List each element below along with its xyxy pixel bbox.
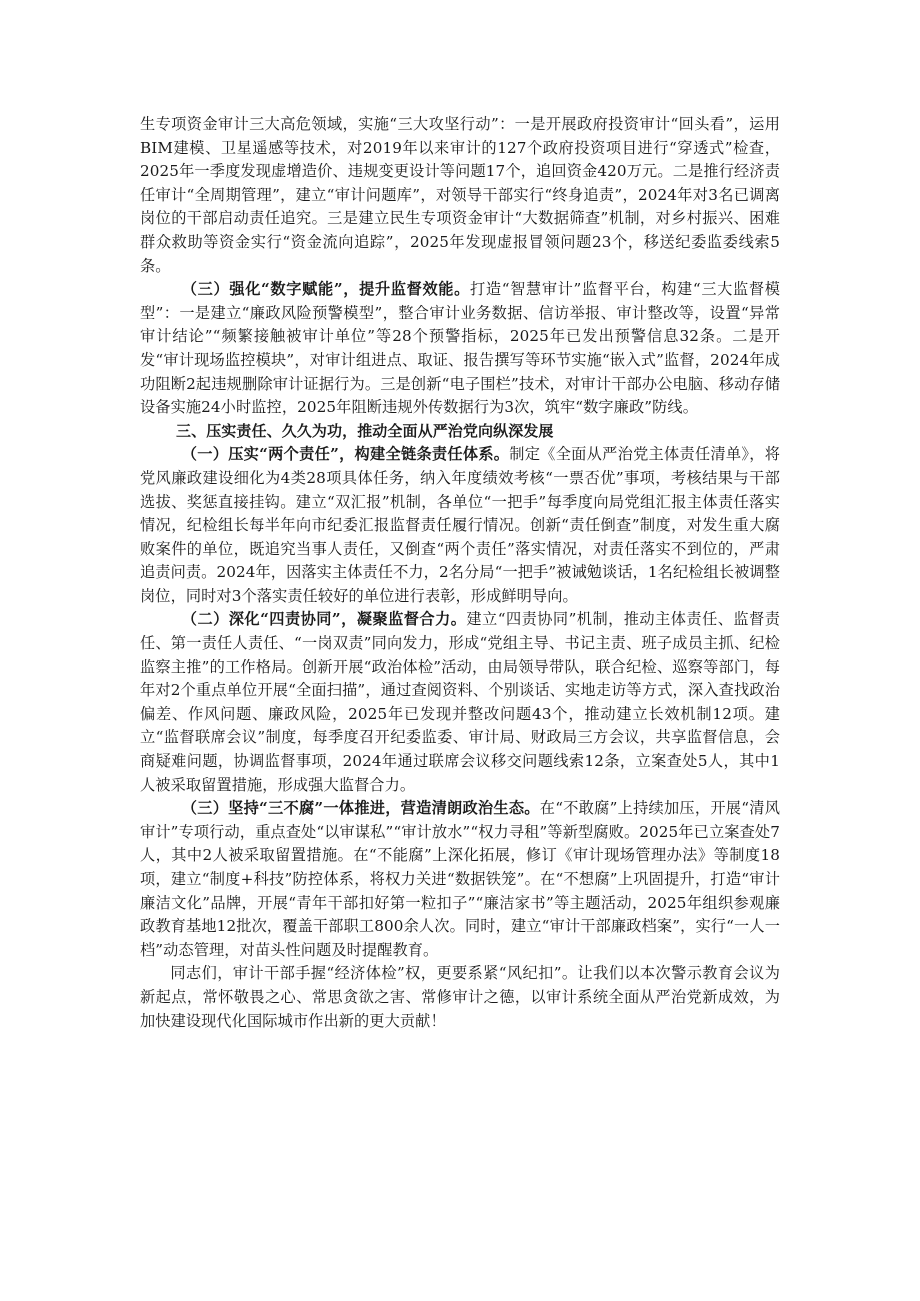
paragraph-four-coordination: [140, 608, 780, 797]
paragraph-lead: （三）强化“数字赋能”，提升监督效能。: [181, 280, 471, 299]
paragraph-continuation: 生专项资金审计三大高危领域，实施“三大攻坚行动”：一是开展政府投资审计“回头看”，运用BIM建模、卫星遥感等技术，对2019年以来审计的127个政府投资项目进行“穿透式”检查，2025年一季度发现虚增造价、违规变更设计等问题17个，追回资金420万元。二是推行经济责任审计“全周期管理”，建立“审计问题库”，对领导干部实行“终身追责”，2024年对3名已调离岗位的干部启动责任追究。三是建立民生专项资金审计“大数据筛查”机制，对乡村振兴、困难群众救助等资金实行“资金流向追踪”，2025年发现虚报冒领问题23个，移送纪委监委线索5条。: [140, 115, 780, 275]
paragraph-text: 建立“四责协同”机制，推动主体责任、监督责任、第一责任人责任、“一岗双责”同向发力，形成“党组主导、书记主责、班子成员主抓、纪检监察主推”的工作格局。创新开展“政治体检”活动，由局领导带队，联合纪检、巡察等部门，每年对2个重点单位开展“全面扫描”，通过查阅资料、个别谈话、实地走访等方式，深入查找政治偏差、作风问题、廉政风险，2025年已发现并整改问题43个，推动建立长效机制12项。建立“监督联席会议”制度，每季度召开纪委监委、审计局、财政局三方会议，共享监督信息，会商疑难问题，协调监督事项，2024年通过联席会议移交问题线索12条，立案查处5人，其中1人被采取留置措施，形成强大监督合力。: [140, 610, 780, 794]
paragraph-lead: （三）坚持“三不腐”一体推进，营造清朗政治生态。: [181, 799, 540, 818]
paragraph-text: 在“不敢腐”上持续加压，开展“清风审计”专项行动，重点查处“以审谋私”“审计放水”“权力寻租”等新型腐败。2025年已立案查处7人，其中2人被采取留置措施。在“不能腐”上深化拓展，修订《审计现场管理办法》等制度18项，建立“制度+科技”防控体系，将权力关进“数据铁笼”。在“不想腐”上巩固提升，打造“审计廉洁文化”品牌，开展“青年干部扣好第一粒扣子”“廉洁家书”等主题活动，2025年组织参观廉政教育基地12批次，覆盖干部职工800余人次。同时，建立“审计干部廉政档案”，实行“一人一档”动态管理，对苗头性问题及时提醒教育。: [140, 799, 780, 959]
paragraph-lead: （一）压实“两个责任”，构建全链条责任体系。: [181, 445, 510, 464]
section-heading: 三、压实责任、久久为功，推动全面从严治党向纵深发展: [176, 421, 554, 440]
paragraph-text: 打造“智慧审计”监督平台，构建“三大监督模型”：一是建立“廉政风险预警模型”，整合审计业务数据、信访举报、审计整改等，设置“异常审计结论”“频繁接触被审计单位”等28个预警指标，2025年已发出预警信息32条。二是开发“审计现场监控模块”，对审计组进点、取证、报告撰写等环节实施“嵌入式”监督，2024年成功阻断2起违规删除审计证据行为。三是创新“电子围栏”技术，对审计干部办公电脑、移动存储设备实施24小时监控，2025年阻断违规外传数据行为3次，筑牢“数字廉政”防线。: [140, 280, 780, 417]
paragraph-lead: （二）深化“四责协同”，凝聚监督合力。: [181, 610, 467, 629]
paragraph-three-no-corruption: [140, 797, 780, 962]
paragraph-two-responsibilities: [140, 443, 780, 608]
paragraph-closing: 同志们，审计干部手握“经济体检”权，更要系紧“风纪扣”。让我们以本次警示教育会议为新起点，常怀敬畏之心、常思贪欲之害、常修审计之德，以审计系统全面从严治党新成效，为加快建设现代化国际城市作出新的更大贡献！: [140, 964, 780, 1030]
document-body: [140, 113, 780, 1033]
paragraph-text: 制定《全面从严治党主体责任清单》，将党风廉政建设细化为4类28项具体任务，纳入年度绩效考核“一票否优”事项，考核结果与干部选拔、奖惩直接挂钩。建立“双汇报”机制，各单位“一把手”每季度向局党组汇报主体责任落实情况，纪检组长每半年向市纪委汇报监督责任履行情况。创新“责任倒查”制度，对发生重大腐败案件的单位，既追究当事人责任，又倒查“两个责任”落实情况，对责任落实不到位的，严肃追责问责。2024年，因落实主体责任不力，2名分局“一把手”被诫勉谈话，1名纪检组长被调整岗位，同时对3个落实责任较好的单位进行表彰，形成鲜明导向。: [140, 445, 781, 605]
paragraph-digital-empowerment: [140, 278, 780, 420]
